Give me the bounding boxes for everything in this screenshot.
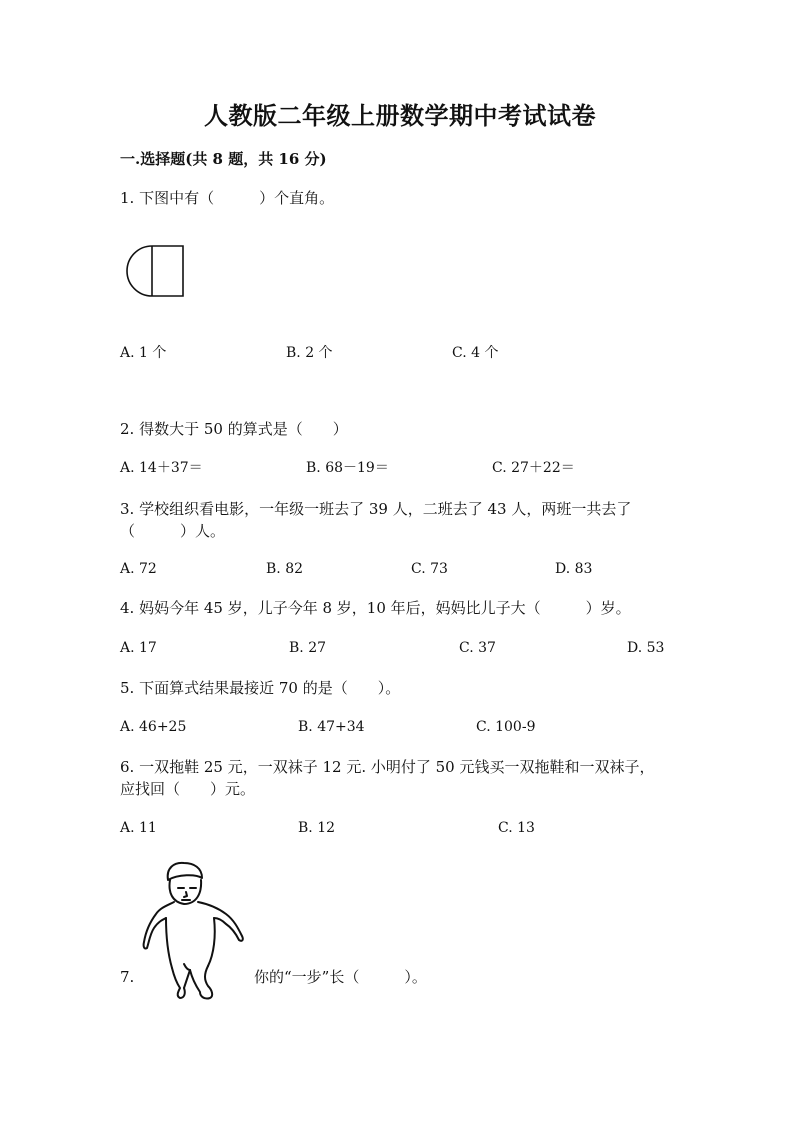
q5-option-b[interactable]: B. 47+34 xyxy=(298,719,365,735)
section-heading: 一.选择题(共 8 题，共 16 分) xyxy=(120,150,327,168)
q2-option-c[interactable]: C. 27＋22＝ xyxy=(492,460,575,476)
q1-option-c[interactable]: C. 4 个 xyxy=(452,345,499,361)
q5-option-c[interactable]: C. 100-9 xyxy=(476,719,536,735)
question-6-text-line1: 6. 一双拖鞋 25 元，一双袜子 12 元. 小明付了 50 元钱买一双拖鞋和一双袜子， xyxy=(120,758,655,776)
half-circle-rectangle-figure xyxy=(124,243,186,299)
page-title: 人教版二年级上册数学期中考试试卷 xyxy=(204,101,596,130)
walking-person-figure xyxy=(138,858,250,1004)
question-3-text-line2: （ ）人。 xyxy=(120,522,226,540)
q4-option-c[interactable]: C. 37 xyxy=(459,640,496,656)
question-4-text: 4. 妈妈今年 45 岁，儿子今年 8 岁，10 年后，妈妈比儿子大（ ）岁。 xyxy=(120,599,631,617)
q2-option-b[interactable]: B. 68－19＝ xyxy=(306,460,389,476)
question-5-text: 5. 下面算式结果最接近 70 的是（ ）。 xyxy=(120,679,401,697)
question-7-number: 7. xyxy=(120,968,135,986)
question-6-text-line2: 应找回（ ）元。 xyxy=(120,780,256,798)
q1-option-b[interactable]: B. 2 个 xyxy=(286,345,333,361)
q6-option-c[interactable]: C. 13 xyxy=(498,820,535,836)
q4-option-d[interactable]: D. 53 xyxy=(627,640,665,656)
q5-option-a[interactable]: A. 46+25 xyxy=(120,719,187,735)
q3-option-d[interactable]: D. 83 xyxy=(555,561,593,577)
q1-option-a[interactable]: A. 1 个 xyxy=(120,345,167,361)
q4-option-a[interactable]: A. 17 xyxy=(120,640,157,656)
question-1-text: 1. 下图中有（ ）个直角。 xyxy=(120,189,335,207)
q3-option-b[interactable]: B. 82 xyxy=(266,561,304,577)
q3-option-a[interactable]: A. 72 xyxy=(120,561,157,577)
q2-option-a[interactable]: A. 14＋37＝ xyxy=(120,460,203,476)
question-2-text: 2. 得数大于 50 的算式是（ ） xyxy=(120,420,348,438)
question-7-text: 你的“一步”长（ ）。 xyxy=(254,968,427,986)
q6-option-a[interactable]: A. 11 xyxy=(120,820,157,836)
q3-option-c[interactable]: C. 73 xyxy=(411,561,448,577)
q4-option-b[interactable]: B. 27 xyxy=(289,640,327,656)
q6-option-b[interactable]: B. 12 xyxy=(298,820,336,836)
question-3-text-line1: 3. 学校组织看电影，一年级一班去了 39 人，二班去了 43 人，两班一共去了 xyxy=(120,500,632,518)
